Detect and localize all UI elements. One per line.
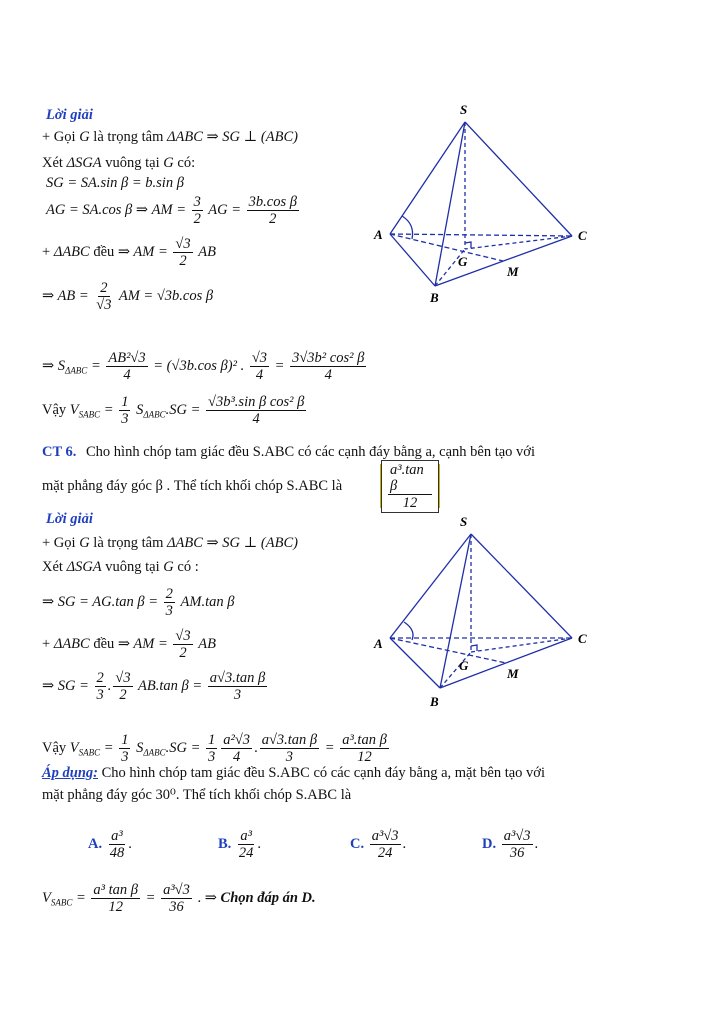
text: Xét [42, 559, 63, 575]
fraction: $\frac{2}{3}$ [96, 670, 104, 703]
text: 12 [402, 494, 418, 511]
text: có : [177, 559, 199, 575]
sol2-line-5: ⇒ SG = $\frac{2}{3}$ . $\frac{√3}{2}$ AB.tan β = $\frac{\text{a√3.tan β}}{3}$ [42, 670, 266, 703]
text: có: [177, 155, 196, 171]
ct6-line-1 [42, 443, 535, 461]
sol1-line-4 [46, 194, 301, 227]
text: + Gọi [42, 129, 76, 145]
math-expr: V [42, 889, 51, 906]
text: G [79, 535, 90, 551]
math-expr: ΔABC ⇒ SG ⊥ (ABC) [167, 535, 298, 551]
math-expr: V [69, 739, 79, 756]
math-expr: S [136, 401, 144, 418]
math-expr: ⇒ AB = [42, 287, 89, 304]
text: . ⇒ [197, 889, 217, 906]
math-expr: AB.tan β = [138, 677, 203, 694]
pyramid-figure-1 [360, 100, 610, 310]
fraction: $\frac{√3}{4}$ [251, 350, 268, 383]
right-angle-mark [471, 645, 477, 651]
math-expr: = [324, 739, 335, 756]
subscript: SABC [78, 409, 101, 420]
sol1-line-1 [42, 128, 298, 146]
sol2-line-3 [42, 586, 234, 619]
fraction: $\frac{√3}{2}$ [175, 628, 191, 661]
ct6-line-2: mặt phẳng đáy góc β . Thể tích khối chóp S.ABC là [42, 478, 343, 494]
label-g: G [459, 658, 469, 673]
option-letter: A. [88, 835, 103, 852]
text: vuông tại [105, 155, 160, 171]
math-expr: = [103, 401, 114, 418]
sol1-line-8 [42, 394, 308, 427]
math-expr: S [136, 739, 144, 756]
math-expr: .SG = [165, 739, 201, 756]
fraction: $\frac{\text{a³}}{24}$ [238, 828, 254, 861]
fraction: $\frac{\text{a²√3}}{4}$ [223, 732, 251, 765]
edge-bc [435, 236, 572, 286]
fraction: $\frac{\text{√3b³.sin β cos² β}}{4}$ [208, 394, 305, 427]
math-expr: ⇒ AM = [117, 243, 168, 260]
fraction: $\frac{\text{a√3.tan β}}{3}$ [261, 732, 318, 765]
option-letter: C. [350, 835, 365, 852]
label-c: C [578, 228, 587, 243]
sol2-line-6: Vậy $V_{SABC}$ = $\frac{1}{3}$ $S_{\Delta ABC}.SG$ = $\frac{1}{3}$ $\frac{\text{a²√3}}{4}$ . $\frac{\text{a√3.tan β}}{3}$ = $\frac{\text{a³.tan β}}{12}$ [42, 732, 387, 765]
segment-cg [471, 638, 572, 652]
sol2-line-1 [42, 534, 298, 552]
option-letter: D. [482, 835, 497, 852]
math-expr: AB [198, 635, 216, 652]
label-b: B [430, 290, 439, 305]
math-expr: ΔABC [53, 243, 90, 260]
fraction: $\frac{3}{2}$ [193, 194, 201, 227]
text: Xét [42, 155, 63, 171]
label-s: S [460, 514, 468, 529]
text: đều [93, 635, 115, 652]
subscript: SABC [50, 897, 73, 908]
label-b: B [430, 694, 439, 709]
math-expr: V [69, 401, 79, 418]
text: đều [93, 243, 115, 260]
fraction: $\frac{\text{a√3.tan β}}{3}$ [209, 670, 266, 703]
edge-ab [390, 234, 435, 286]
math-expr: ⇒ S [42, 357, 66, 374]
math-expr: = [75, 889, 86, 906]
label-g: G [458, 254, 468, 269]
edge-sa [390, 122, 465, 234]
fraction: $\frac{\text{3√3b² cos² β}}{4}$ [292, 350, 365, 383]
sol1-line-2 [42, 154, 195, 172]
pyramid-figure-2 [360, 506, 610, 716]
fraction: $\frac{\text{3b.cos β}}{2}$ [248, 194, 297, 227]
text: + Gọi [42, 535, 76, 551]
sol2-line-4 [42, 628, 216, 661]
problem-text: Cho hình chóp tam giác đều S.ABC có các cạnh đáy bằng a, cạnh bên tạo với [86, 444, 535, 460]
text: Vậy [42, 401, 67, 418]
solution-heading: Lời giải [46, 107, 93, 123]
label-m: M [507, 666, 519, 681]
label-a: A [374, 227, 383, 242]
math-expr: ΔABC [53, 635, 90, 652]
sol1-line-5 [42, 236, 216, 269]
math-expr: = (√3b.cos β)² [153, 357, 237, 374]
final-answer-line [42, 882, 316, 915]
fraction: $\frac{1}{3}$ [208, 732, 216, 765]
math-expr: ΔSGA [66, 155, 102, 171]
math-expr: ⇒ SG = [42, 677, 89, 694]
subscript: ΔABC [65, 365, 88, 376]
option-a[interactable]: A. $\frac{\text{a³}}{48}$ . [88, 828, 132, 861]
option-b[interactable]: B. $\frac{\text{a³}}{24}$ . [218, 828, 262, 861]
fraction: $\frac{\text{a³ tan β}}{12}$ [93, 882, 139, 915]
sol1-line-7: ⇒ $S_{\Delta ABC}$ = $\frac{\text{AB²√3}}{4}$ = (√3b.cos β)² . $\frac{√3}{4}$ = $\frac{\text{3√3b² cos² β}}{4}$ [42, 350, 365, 383]
math-expr: . [240, 357, 245, 374]
fraction: $\frac{1}{3}$ [121, 394, 129, 427]
apply-line-2: mặt phẳng đáy góc 30⁰. Thể tích khối chóp S.ABC là [42, 787, 352, 803]
edge-sc [465, 122, 572, 236]
right-angle-mark [465, 242, 471, 248]
subscript: ΔABC [143, 409, 166, 420]
text: + [42, 635, 51, 652]
text: + [42, 243, 51, 260]
apply-label: Áp dụng: [42, 765, 99, 781]
math-expr: AG = [208, 201, 242, 218]
math-expr: = [145, 889, 156, 906]
math-expr: = [103, 739, 114, 756]
fraction: $\frac{2}{3}$ [165, 586, 173, 619]
subscript: SABC [78, 747, 101, 758]
fraction: $\frac{\text{AB²√3}}{4}$ [108, 350, 146, 383]
edge-ac [390, 234, 572, 236]
math-expr: AB [198, 243, 216, 260]
text: G [163, 559, 174, 575]
fraction: $\frac{\text{a³}}{48}$ [109, 828, 125, 861]
fraction: $\frac{\text{a³√3}}{36}$ [503, 828, 531, 861]
math-expr: = [90, 357, 101, 374]
apply-text: Cho hình chóp tam giác đều S.ABC có các cạnh đáy bằng a, mặt bên tạo với [101, 765, 545, 781]
fraction: $\frac{1}{3}$ [121, 732, 129, 765]
fraction: $\frac{√3}{2}$ [175, 236, 191, 269]
subscript: ΔABC [143, 747, 166, 758]
math-expr: AG = SA.cos β ⇒ AM = [46, 201, 187, 218]
fraction: $\frac{\text{a³√3}}{24}$ [371, 828, 399, 861]
math-expr: ΔSGA [66, 559, 102, 575]
math-expr: AM = √3b.cos β [118, 287, 214, 304]
fraction: $\frac{\text{a³.tan β}}{12}$ [342, 732, 387, 765]
text: G [163, 155, 174, 171]
solution-heading-2: Lời giải [46, 511, 93, 527]
label-c: C [578, 631, 587, 646]
apply-line-1 [42, 764, 545, 782]
sol1-line-3: SG = SA.sin β = b.sin β [46, 175, 184, 191]
angle-arc [402, 216, 413, 239]
label-m: M [507, 264, 519, 279]
edge-sc [471, 534, 572, 638]
math-expr: AM.tan β [180, 593, 235, 610]
label-a: A [374, 636, 383, 651]
edge-sa [390, 534, 471, 638]
conclusion-text: Chọn đáp án D. [220, 889, 316, 906]
fraction: $\frac{√3}{2}$ [115, 670, 131, 703]
text: vuông tại [105, 559, 160, 575]
text: G [79, 129, 90, 145]
sol2-line-2 [42, 558, 199, 576]
answer-formula [381, 460, 439, 513]
text: Vậy [42, 739, 67, 756]
answer-box [380, 461, 440, 511]
segment-am [390, 638, 506, 663]
problem-label: CT 6. [42, 444, 77, 460]
math-expr: ⇒ SG = AG.tan β = [42, 593, 159, 610]
math-expr: ⇒ AM = [117, 635, 168, 652]
angle-arc [404, 622, 413, 640]
option-c[interactable]: C. $\frac{\text{a³√3}}{24}$ . [350, 828, 407, 861]
fraction: $\frac{\text{a³√3}}{36}$ [163, 882, 190, 915]
label-s: S [460, 102, 468, 117]
sol1-line-6 [42, 280, 213, 313]
text: là trọng tâm [93, 535, 164, 551]
edge-ab [390, 638, 440, 688]
option-d[interactable]: D. $\frac{\text{a³√3}}{36}$ . [482, 828, 539, 861]
math-expr: ΔABC ⇒ SG ⊥ (ABC) [167, 129, 298, 145]
math-expr: .SG = [165, 401, 201, 418]
text: a³.tan β [388, 462, 432, 495]
fraction: $\frac{2}{√3}$ [96, 280, 112, 313]
segment-am [390, 234, 503, 261]
option-letter: B. [218, 835, 232, 852]
text: là trọng tâm [93, 129, 164, 145]
